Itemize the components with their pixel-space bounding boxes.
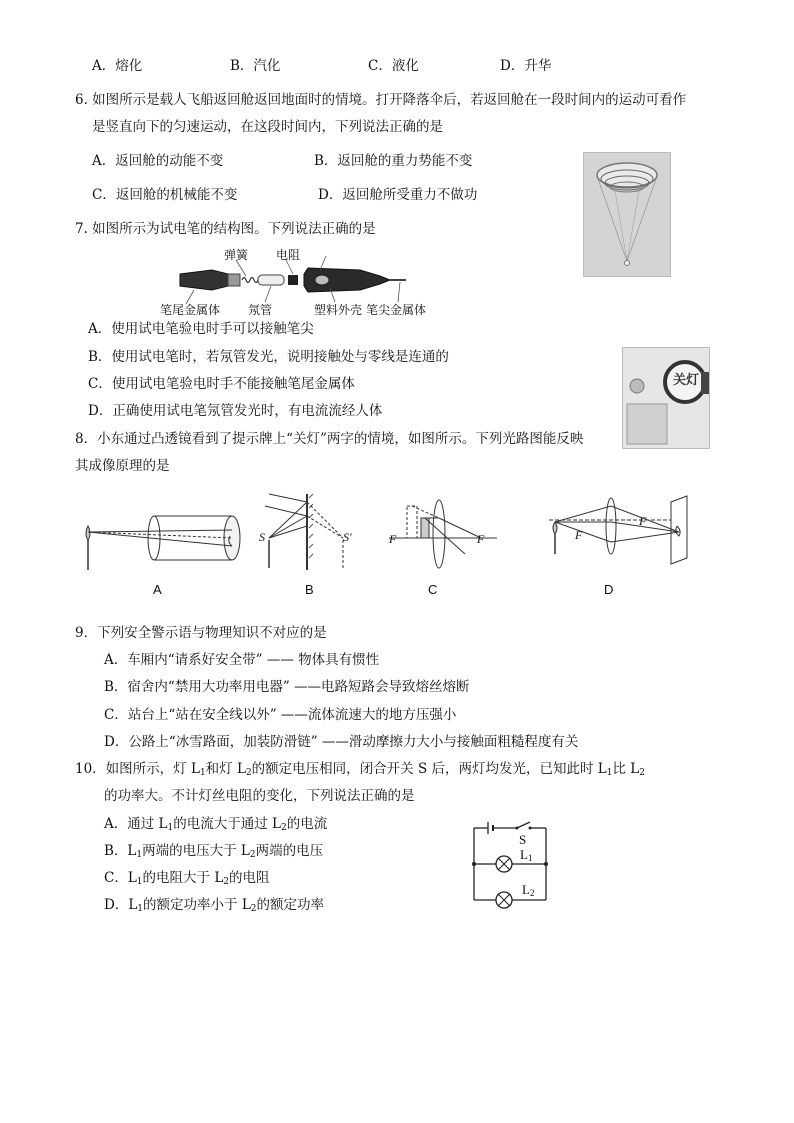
magnifier-text: 关灯 (673, 373, 700, 388)
q9-option-d: D．公路上“冰雪路面，加装防滑链” ——滑动摩擦力大小与接触面粗糙程度有关 (104, 734, 579, 750)
label-spring: 弹簧 (224, 248, 249, 262)
circuit-label-l1: $L_1$ (520, 847, 533, 863)
q6-option-c: C．返回舱的机械能不变 (92, 187, 238, 203)
label-tip-metal: 笔尖金属体 (366, 303, 427, 317)
optics-diagram-b (255, 492, 365, 572)
q7-option-a: A．使用试电笔验电时手可以接触笔尖 (88, 321, 314, 337)
q9-stem: 9．下列安全警示语与物理知识不对应的是 (75, 625, 327, 641)
label-tail-metal: 笔尾金属体 (160, 303, 221, 317)
q6-option-d: D．返回舱所受重力不做功 (318, 187, 478, 203)
label-f-right-c: F (477, 532, 485, 546)
q10-option-b: B．$L_1$两端的电压大于 $L_2$两端的电压 (104, 843, 324, 860)
optics-diagram-c (385, 492, 500, 572)
q6-stem-line1: 6. 如图所示是载人飞船返回舱返回地面时的情境。打开降落伞后，若返回舱在一段时间内的运动可看作 (75, 92, 687, 108)
caption-c: C (428, 582, 438, 597)
label-f-right-d: F (639, 514, 647, 528)
label-plastic-shell: 塑料外壳 (314, 303, 363, 317)
circuit-diagram (466, 818, 556, 910)
q9-option-c: C．站台上“站在安全线以外” ——流体流速大的地方压强小 (104, 707, 457, 723)
label-f-left-d: F (575, 528, 583, 542)
q9-option-a: A．车厢内“请系好安全带” —— 物体具有惯性 (104, 652, 380, 668)
test-pen-diagram (150, 246, 440, 318)
label-s: S (259, 530, 265, 544)
optics-diagram-a (80, 492, 250, 572)
caption-b: B (305, 582, 314, 597)
optics-diagram-d (545, 492, 695, 572)
caption-d: D (604, 582, 614, 597)
q5-option-b: B．汽化 (230, 58, 281, 74)
q10-option-d: D．$L_1$的额定功率小于 $L_2$的额定功率 (104, 897, 325, 914)
label-f-left-c: F (389, 532, 397, 546)
label-neon-tube: 氖管 (248, 303, 273, 317)
q9-option-b: B．宿舍内“禁用大功率用电器” ——电路短路会导致熔丝熔断 (104, 679, 470, 695)
q7-stem: 7. 如图所示为试电笔的结构图。下列说法正确的是 (75, 221, 376, 237)
q7-option-b: B．使用试电笔时，若氖管发光，说明接触处与零线是连通的 (88, 349, 449, 365)
q6-stem-line2: 是竖直向下的匀速运动，在这段时间内，下列说法正确的是 (92, 119, 443, 135)
magnifier-photo (622, 347, 710, 449)
q10-stem-line1: 10．如图所示，灯 $L_1$和灯 $L_2$的额定电压相同，闭合开关 S 后，两灯均发光，已知此时 $L_1$比 $L_2$ (75, 761, 645, 778)
q10-option-a: A．通过 $L_1$的电流大于通过 $L_2$的电流 (104, 816, 328, 833)
q8-stem-line2: 其成像原理的是 (75, 458, 170, 474)
q10-stem-line2: 的功率大。不计灯丝电阻的变化，下列说法正确的是 (104, 788, 415, 804)
q5-option-d: D．升华 (500, 58, 552, 74)
circuit-label-l2: $L_2$ (522, 882, 535, 898)
q7-option-d: D．正确使用试电笔氖管发光时，有电流流经人体 (88, 403, 383, 419)
q10-option-c: C．$L_1$的电阻大于 $L_2$的电阻 (104, 870, 270, 887)
q6-option-a: A．返回舱的动能不变 (92, 153, 224, 169)
parachute-photo (583, 152, 671, 277)
caption-a: A (153, 582, 162, 597)
circuit-label-s: S (519, 832, 527, 847)
q5-option-a: A．熔化 (92, 58, 143, 74)
q8-stem-line1: 8．小东通过凸透镜看到了提示牌上“关灯”两字的情境，如图所示。下列光路图能反映 (75, 431, 584, 447)
label-s-prime: S′ (343, 530, 352, 544)
q7-option-c: C．使用试电笔验电时手不能接触笔尾金属体 (88, 376, 355, 392)
label-resistor: 电阻 (276, 248, 301, 262)
q5-option-c: C．液化 (368, 58, 419, 74)
q6-option-b: B．返回舱的重力势能不变 (314, 153, 473, 169)
